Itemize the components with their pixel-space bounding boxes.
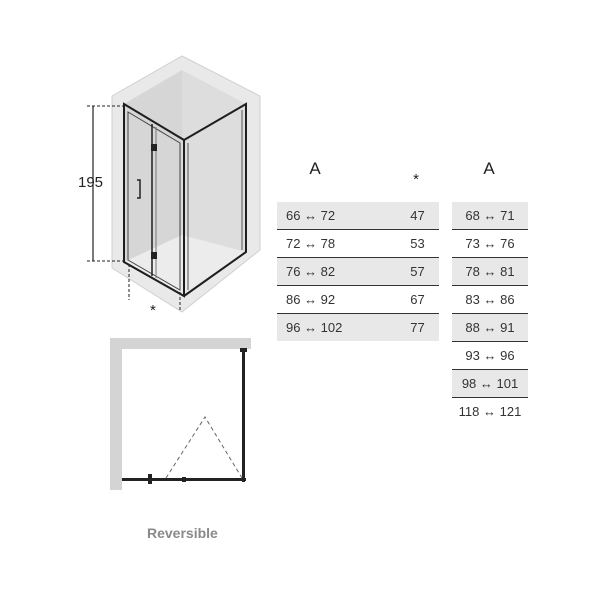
left-column-a-header: A: [309, 159, 321, 178]
table-row: [277, 258, 439, 286]
left-column-star-header: *: [413, 171, 419, 188]
table-row: [277, 286, 439, 314]
size-range-cell: 83 ↔ 86: [452, 286, 528, 314]
wall-outline: [110, 338, 251, 490]
left-size-table: [277, 202, 439, 341]
size-range-cell: 88 ↔ 91: [452, 314, 528, 342]
size-range-cell: 96 ↔ 102: [277, 314, 396, 342]
star-dimension-cell: 67: [396, 286, 439, 314]
right-column-a-header: A: [483, 159, 495, 178]
reversible-label: Reversible: [147, 525, 218, 541]
star-mark: *: [150, 302, 156, 319]
size-range-cell: 98 ↔ 101: [452, 370, 528, 398]
door-swing-arc: [166, 417, 242, 478]
size-range-cell: 72 ↔ 78: [277, 230, 396, 258]
star-dimension-cell: 53: [396, 230, 439, 258]
table-row: [452, 370, 528, 398]
star-dimension-cell: 77: [396, 314, 439, 342]
table-row: [452, 314, 528, 342]
table-row: [452, 202, 528, 230]
hinge-bottom: [151, 252, 157, 259]
table-row: [277, 230, 439, 258]
size-range-cell: 93 ↔ 96: [452, 342, 528, 370]
table-row: [452, 286, 528, 314]
plan-view-diagram: [105, 335, 255, 495]
hinge-top: [151, 144, 157, 151]
table-row: [452, 258, 528, 286]
size-range-cell: 73 ↔ 76: [452, 230, 528, 258]
size-range-cell: 76 ↔ 82: [277, 258, 396, 286]
size-range-cell: 118 ↔ 121: [458, 404, 522, 419]
height-label: 195: [78, 174, 104, 191]
star-dimension-cell: 57: [396, 258, 439, 286]
size-range-cell: 78 ↔ 81: [452, 258, 528, 286]
size-range-cell: 68 ↔ 71: [452, 202, 528, 230]
table-row: [452, 230, 528, 258]
table-row: [277, 314, 439, 342]
table-row: [452, 342, 528, 370]
size-range-cell: 66 ↔ 72: [277, 202, 396, 230]
table-row: [452, 398, 528, 426]
right-size-table: [452, 202, 528, 425]
star-dimension-cell: 47: [396, 202, 439, 230]
size-range-cell: 86 ↔ 92: [277, 286, 396, 314]
side-panel-line: [242, 350, 245, 482]
table-row: [277, 202, 439, 230]
